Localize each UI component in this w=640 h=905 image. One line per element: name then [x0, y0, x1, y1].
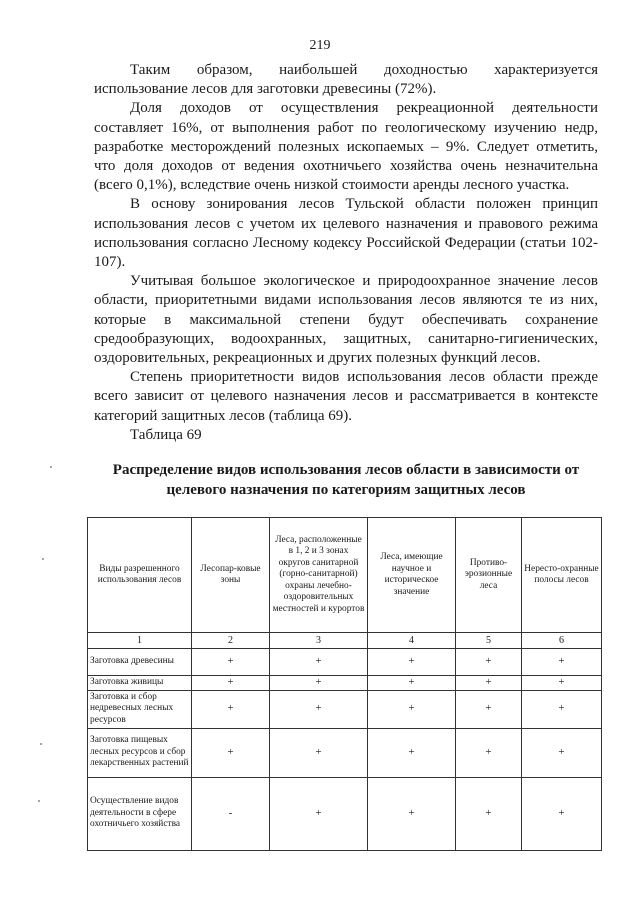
permitted-use-table [87, 517, 602, 851]
column-number: 3 [270, 633, 368, 649]
cell-mark: + [522, 649, 602, 676]
scan-speck [50, 466, 52, 468]
table-title-line-2: целевого назначения по категориям защитных лесов [166, 482, 526, 498]
cell-mark: + [368, 728, 456, 777]
cell-mark: + [456, 777, 522, 850]
scan-speck [42, 558, 44, 560]
cell-mark: + [368, 676, 456, 691]
scan-speck [38, 800, 40, 802]
cell-mark: + [270, 728, 368, 777]
row-use-name: Заготовка живицы [88, 676, 192, 691]
column-number-row [88, 633, 602, 649]
cell-mark: + [522, 676, 602, 691]
cell-mark: + [522, 690, 602, 728]
cell-mark: + [522, 728, 602, 777]
cell-mark: + [522, 777, 602, 850]
page-number: 219 [309, 38, 331, 53]
table-row [88, 690, 602, 728]
column-number: 5 [456, 633, 522, 649]
row-use-name: Заготовка и сбор недревесных лесных ресурсов [88, 690, 192, 728]
table-row [88, 728, 602, 777]
table-header-row [88, 518, 602, 633]
table-caption: Таблица 69 [130, 426, 202, 443]
column-number: 1 [88, 633, 192, 649]
header-sanitary-zone-forests: Леса, расположенные в 1, 2 и 3 зонах округов санитарной (горно-санитарной) охраны лечебно-оздоровительных местностей и курортов [270, 518, 368, 633]
header-use-types: Виды разрешенного использования лесов [88, 518, 192, 633]
column-number: 6 [522, 633, 602, 649]
cell-mark: + [270, 777, 368, 850]
table-title [90, 460, 602, 500]
cell-mark: + [456, 728, 522, 777]
table-row [88, 777, 602, 850]
cell-mark: + [270, 690, 368, 728]
column-number: 4 [368, 633, 456, 649]
cell-mark: + [192, 649, 270, 676]
cell-mark: + [456, 676, 522, 691]
row-use-name: Заготовка пищевых лесных ресурсов и сбор лекарственных растений [88, 728, 192, 777]
header-anti-erosion-forests: Противо-эрозионные леса [456, 518, 522, 633]
cell-mark: + [192, 690, 270, 728]
paragraph-4: Учитывая большое экологическое и природоохранное значение лесов области, приоритетными видами использования лесов являются те из них, которые в максимальной степени будут обеспечивать сохранение средообразующих, водоохранных, защитных, санитарно-гигиенических, оздоровительных, рекреационных и других полезных функций лесов. [94, 273, 598, 367]
cell-mark: + [270, 676, 368, 691]
cell-mark: + [192, 676, 270, 691]
header-scientific-historical-forests: Леса, имеющие научное и историческое значение [368, 518, 456, 633]
header-spawning-protection-strips: Нересто-охранные полосы лесов [522, 518, 602, 633]
paragraph-5: Степень приоритетности видов использования лесов области прежде всего зависит от целевого назначения лесов и рассматривается в контексте категорий защитных лесов (таблица 69). [94, 369, 598, 424]
table-row [88, 676, 602, 691]
table-title-line-1: Распределение видов использования лесов области в зависимости от [112, 462, 580, 478]
header-forest-park-zones: Лесопар-ковые зоны [192, 518, 270, 633]
body-text [94, 61, 598, 445]
column-number: 2 [192, 633, 270, 649]
cell-mark: - [192, 777, 270, 850]
paragraph-2: Доля доходов от осуществления рекреационной деятельности составляет 16%, от выполнения работ по геологическому изучению недр, разработке месторождений полезных ископаемых – 9%. Следует отметить, что доля доходов от ведения охотничьего хозяйства очень незначительна (всего 0,1%), вследствие очень низкой стоимости аренды лесного участка. [94, 100, 598, 194]
cell-mark: + [368, 777, 456, 850]
paragraph-3: В основу зонирования лесов Тульской области положен принцип использования лесов с учетом их целевого назначения и правового режима использования согласно Лесному кодексу Российской Федерации (статьи 102-107). [94, 196, 598, 271]
scan-speck [40, 743, 42, 745]
cell-mark: + [192, 728, 270, 777]
cell-mark: + [456, 649, 522, 676]
row-use-name: Заготовка древесины [88, 649, 192, 676]
row-use-name: Осуществление видов деятельности в сфере охотничьего хозяйства [88, 777, 192, 850]
table-row [88, 649, 602, 676]
cell-mark: + [456, 690, 522, 728]
cell-mark: + [368, 649, 456, 676]
cell-mark: + [368, 690, 456, 728]
paragraph-1: Таким образом, наибольшей доходностью характеризуется использование лесов для заготовки древесины (72%). [94, 62, 598, 98]
cell-mark: + [270, 649, 368, 676]
